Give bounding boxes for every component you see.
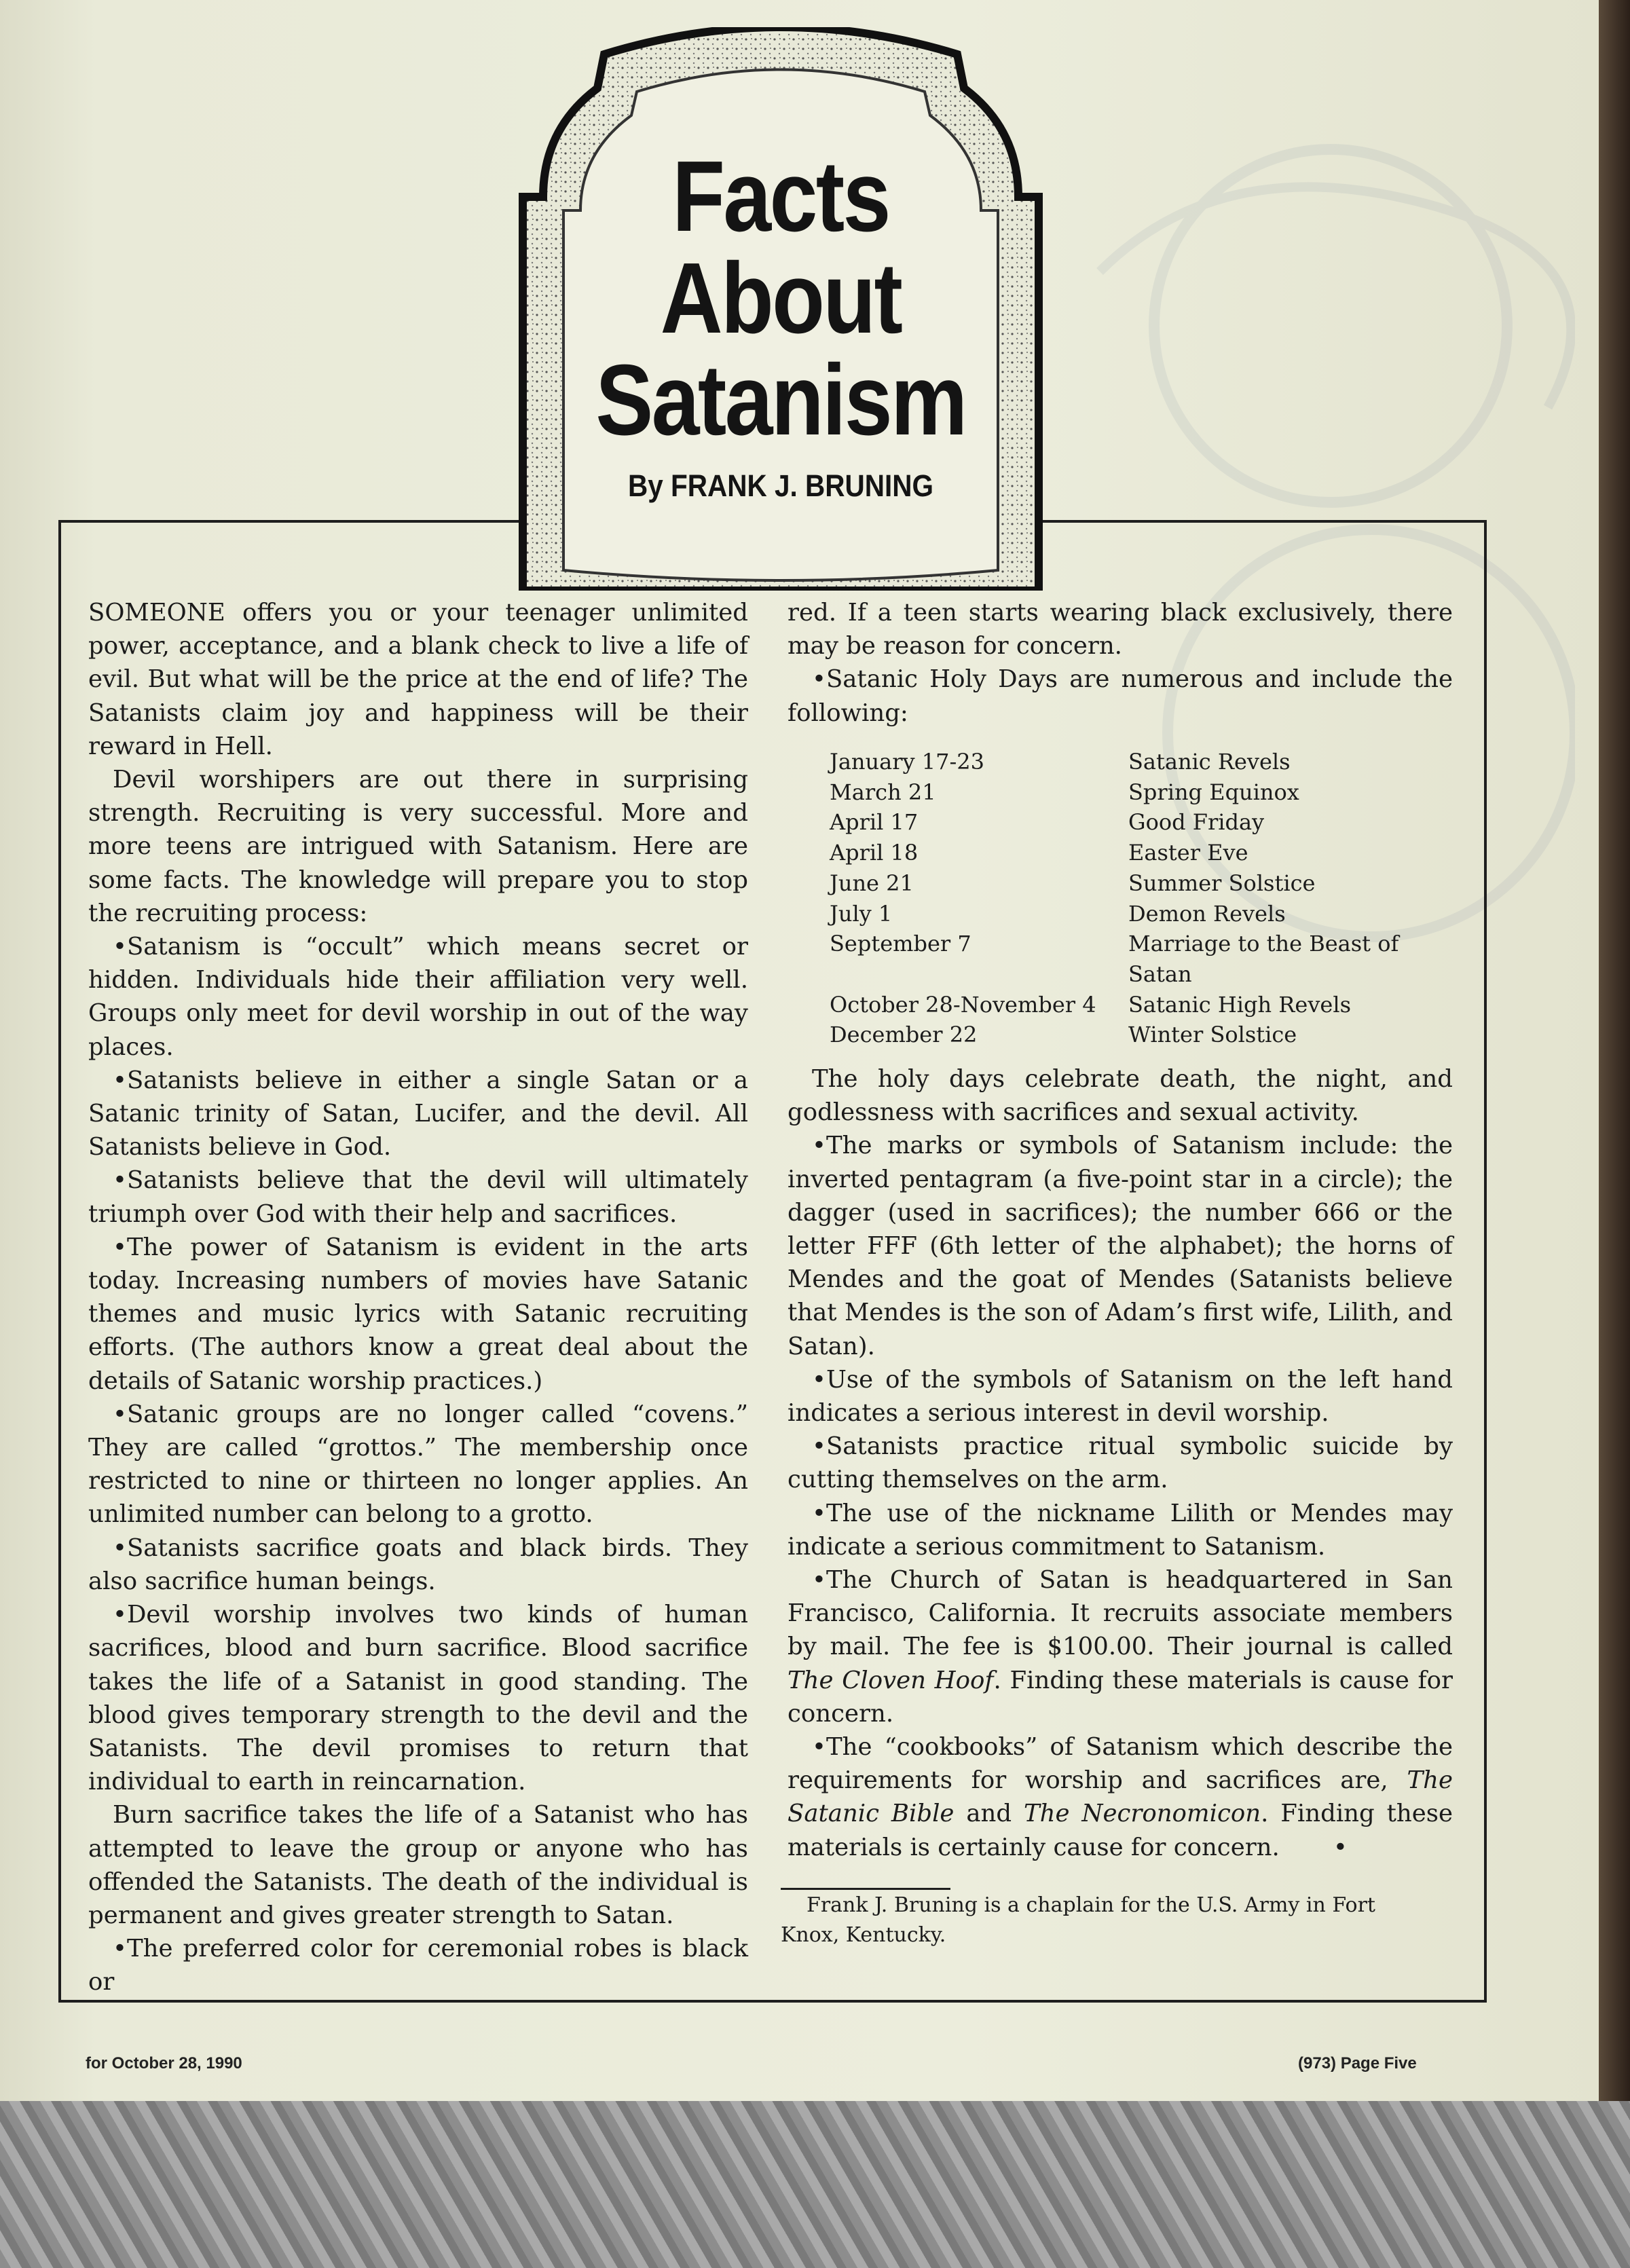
holy-day-name: Satanic Revels — [1128, 749, 1291, 775]
byline: By FRANK J. BRUNING — [627, 468, 934, 503]
table-row — [830, 838, 1427, 868]
bullet-paragraph: •Satanists practice ritual symbolic suicide by cutting themselves on the arm. — [788, 1432, 1453, 1494]
background-surface — [0, 2101, 1630, 2268]
title-line-3: Satanism — [595, 344, 966, 456]
holy-day-date: September 7 — [830, 931, 971, 957]
holy-day-date: October 28-November 4 — [830, 991, 1096, 1018]
end-mark: • — [1333, 1833, 1348, 1861]
holy-day-name: Winter Solstice — [1128, 1022, 1297, 1048]
holy-day-name: Easter Eve — [1128, 840, 1248, 866]
holy-day-date: April 18 — [830, 840, 919, 866]
bullet-paragraph: •Devil worship involves two kinds of human sacrifices, blood and burn sacrifice. Blood sacrifice takes the life of a Satanist in good standing. The blood gives temporary strength to the devil and the Satanists. The devil promises to return that individual to earth in reincarnation. — [88, 1601, 748, 1796]
left-column — [88, 596, 748, 1999]
paragraph: SOMEONE offers you or your teenager unlimited power, acceptance, and a blank check to live a life of evil. But what will be the price at the end of life? The Satanists claim joy and happiness will be their reward in Hell. — [88, 599, 748, 760]
table-row — [830, 929, 1427, 989]
bullet-paragraph: •Satanism is “occult” which means secret or hidden. Individuals hide their affiliation very well. Groups only meet for devil worship in out of the way places. — [88, 933, 748, 1061]
bullet-paragraph: •The preferred color for ceremonial robes is black or — [88, 1935, 748, 1996]
bullet-paragraph: •Use of the symbols of Satanism on the left hand indicates a serious interest in devil worship. — [788, 1365, 1453, 1428]
author-credit: Frank J. Bruning is a chaplain for the U.S. Army in Fort Knox, Kentucky. — [781, 1893, 1375, 1947]
journal-title: The Cloven Hoof — [788, 1666, 994, 1694]
right-column-bottom — [788, 1062, 1453, 1864]
holy-day-name: Satanic High Revels — [1128, 991, 1351, 1018]
paragraph: Devil worshipers are out there in surprising strength. Recruiting is very successful. More and more teens are intrigued with Satanism. Here are some facts. The knowledge will prepare you to stop the recruiting process: — [88, 766, 748, 927]
bullet-paragraph: •Satanists believe in either a single Satan or a Satanic trinity of Satan, Lucifer, and the devil. All Satanists believe in God. — [88, 1066, 748, 1161]
title-line-2: About — [660, 242, 902, 354]
holy-day-name: Demon Revels — [1128, 900, 1286, 927]
bullet-paragraph: •The use of the nickname Lilith or Mendes may indicate a serious commitment to Satanism. — [788, 1499, 1453, 1561]
table-row — [830, 1020, 1427, 1050]
book-title: The Necronomicon — [1023, 1800, 1261, 1828]
holy-day-date: April 17 — [830, 809, 919, 836]
right-column-top — [788, 596, 1453, 730]
bullet-paragraph: •Satanists believe that the devil will ultimately triumph over God with their help and sacrifices. — [88, 1166, 748, 1228]
table-row — [830, 899, 1427, 929]
article-title — [553, 141, 1009, 456]
holy-day-date: March 21 — [830, 779, 936, 805]
paragraph: The holy days celebrate death, the night, and godlessness with sacrifices and sexual activity. — [788, 1065, 1453, 1127]
table-row — [830, 747, 1427, 777]
bullet-paragraph: •The Church of Satan is headquartered in San Francisco, California. It recruits associate members by mail. The fee is $100.00. Their journal is called The Cloven Hoof. Finding these materials is cause for concern. — [788, 1566, 1453, 1728]
table-row — [830, 868, 1427, 899]
holy-day-name: Good Friday — [1128, 809, 1265, 836]
paragraph: red. If a teen starts wearing black exclusively, there may be reason for concern. — [788, 599, 1453, 661]
holy-day-name: Spring Equinox — [1128, 779, 1299, 805]
holy-day-date: June 21 — [830, 870, 914, 896]
bullet-paragraph: •The marks or symbols of Satanism include: the inverted pentagram (a five-point star in a circle); the dagger (used in sacrifices); the number 666 or the letter FFF (6th letter of the alphabet); the horns of Mendes and the goat of Mendes (Satanists believe that Mendes is the son of Adam’s first wife, Lilith, and Satan). — [788, 1132, 1453, 1360]
holy-day-name: Marriage to the Beast of Satan — [1128, 931, 1399, 987]
page-edge — [1599, 0, 1630, 2101]
table-row — [830, 777, 1427, 808]
bullet-paragraph: •The power of Satanism is evident in the arts today. Increasing numbers of movies have Satanic themes and music lyrics with Satanic recruiting efforts. (The authors know a great deal about the details of Satanic worship practices.) — [88, 1233, 748, 1395]
page-number: (973) Page Five — [1298, 2054, 1417, 2072]
paragraph: Burn sacrifice takes the life of a Satanist who has attempted to leave the group or anyone who has offended the Satanists. The death of the individual is permanent and gives greater strength to Satan. — [88, 1801, 748, 1929]
bullet-paragraph: •The “cookbooks” of Satanism which describe the requirements for worship and sacrifices are, The Satanic Bible and The Necronomicon. Finding these materials is certainly cause for concern. • — [788, 1733, 1453, 1861]
bullet-paragraph: •Satanists sacrifice goats and black birds. They also sacrifice human beings. — [88, 1533, 748, 1595]
holy-days-table — [830, 747, 1427, 1050]
holy-day-date: July 1 — [830, 900, 893, 927]
bullet-paragraph: •Satanic groups are no longer called “covens.” They are called “grottos.” The membership once restricted to nine or thirteen no longer applies. An unlimited number can belong to a grotto. — [88, 1400, 748, 1529]
holy-day-date: January 17-23 — [830, 749, 984, 775]
title-line-1: Facts — [672, 141, 889, 253]
book-title: The Satanic Bible — [788, 1766, 1453, 1828]
table-row — [830, 807, 1427, 838]
holy-day-date: December 22 — [830, 1022, 978, 1048]
bullet-paragraph: •Satanic Holy Days are numerous and include the following: — [788, 665, 1453, 727]
credit-rule — [781, 1888, 950, 1890]
table-row — [830, 990, 1427, 1020]
holy-day-name: Summer Solstice — [1128, 870, 1316, 896]
issue-date: for October 28, 1990 — [86, 2054, 242, 2072]
